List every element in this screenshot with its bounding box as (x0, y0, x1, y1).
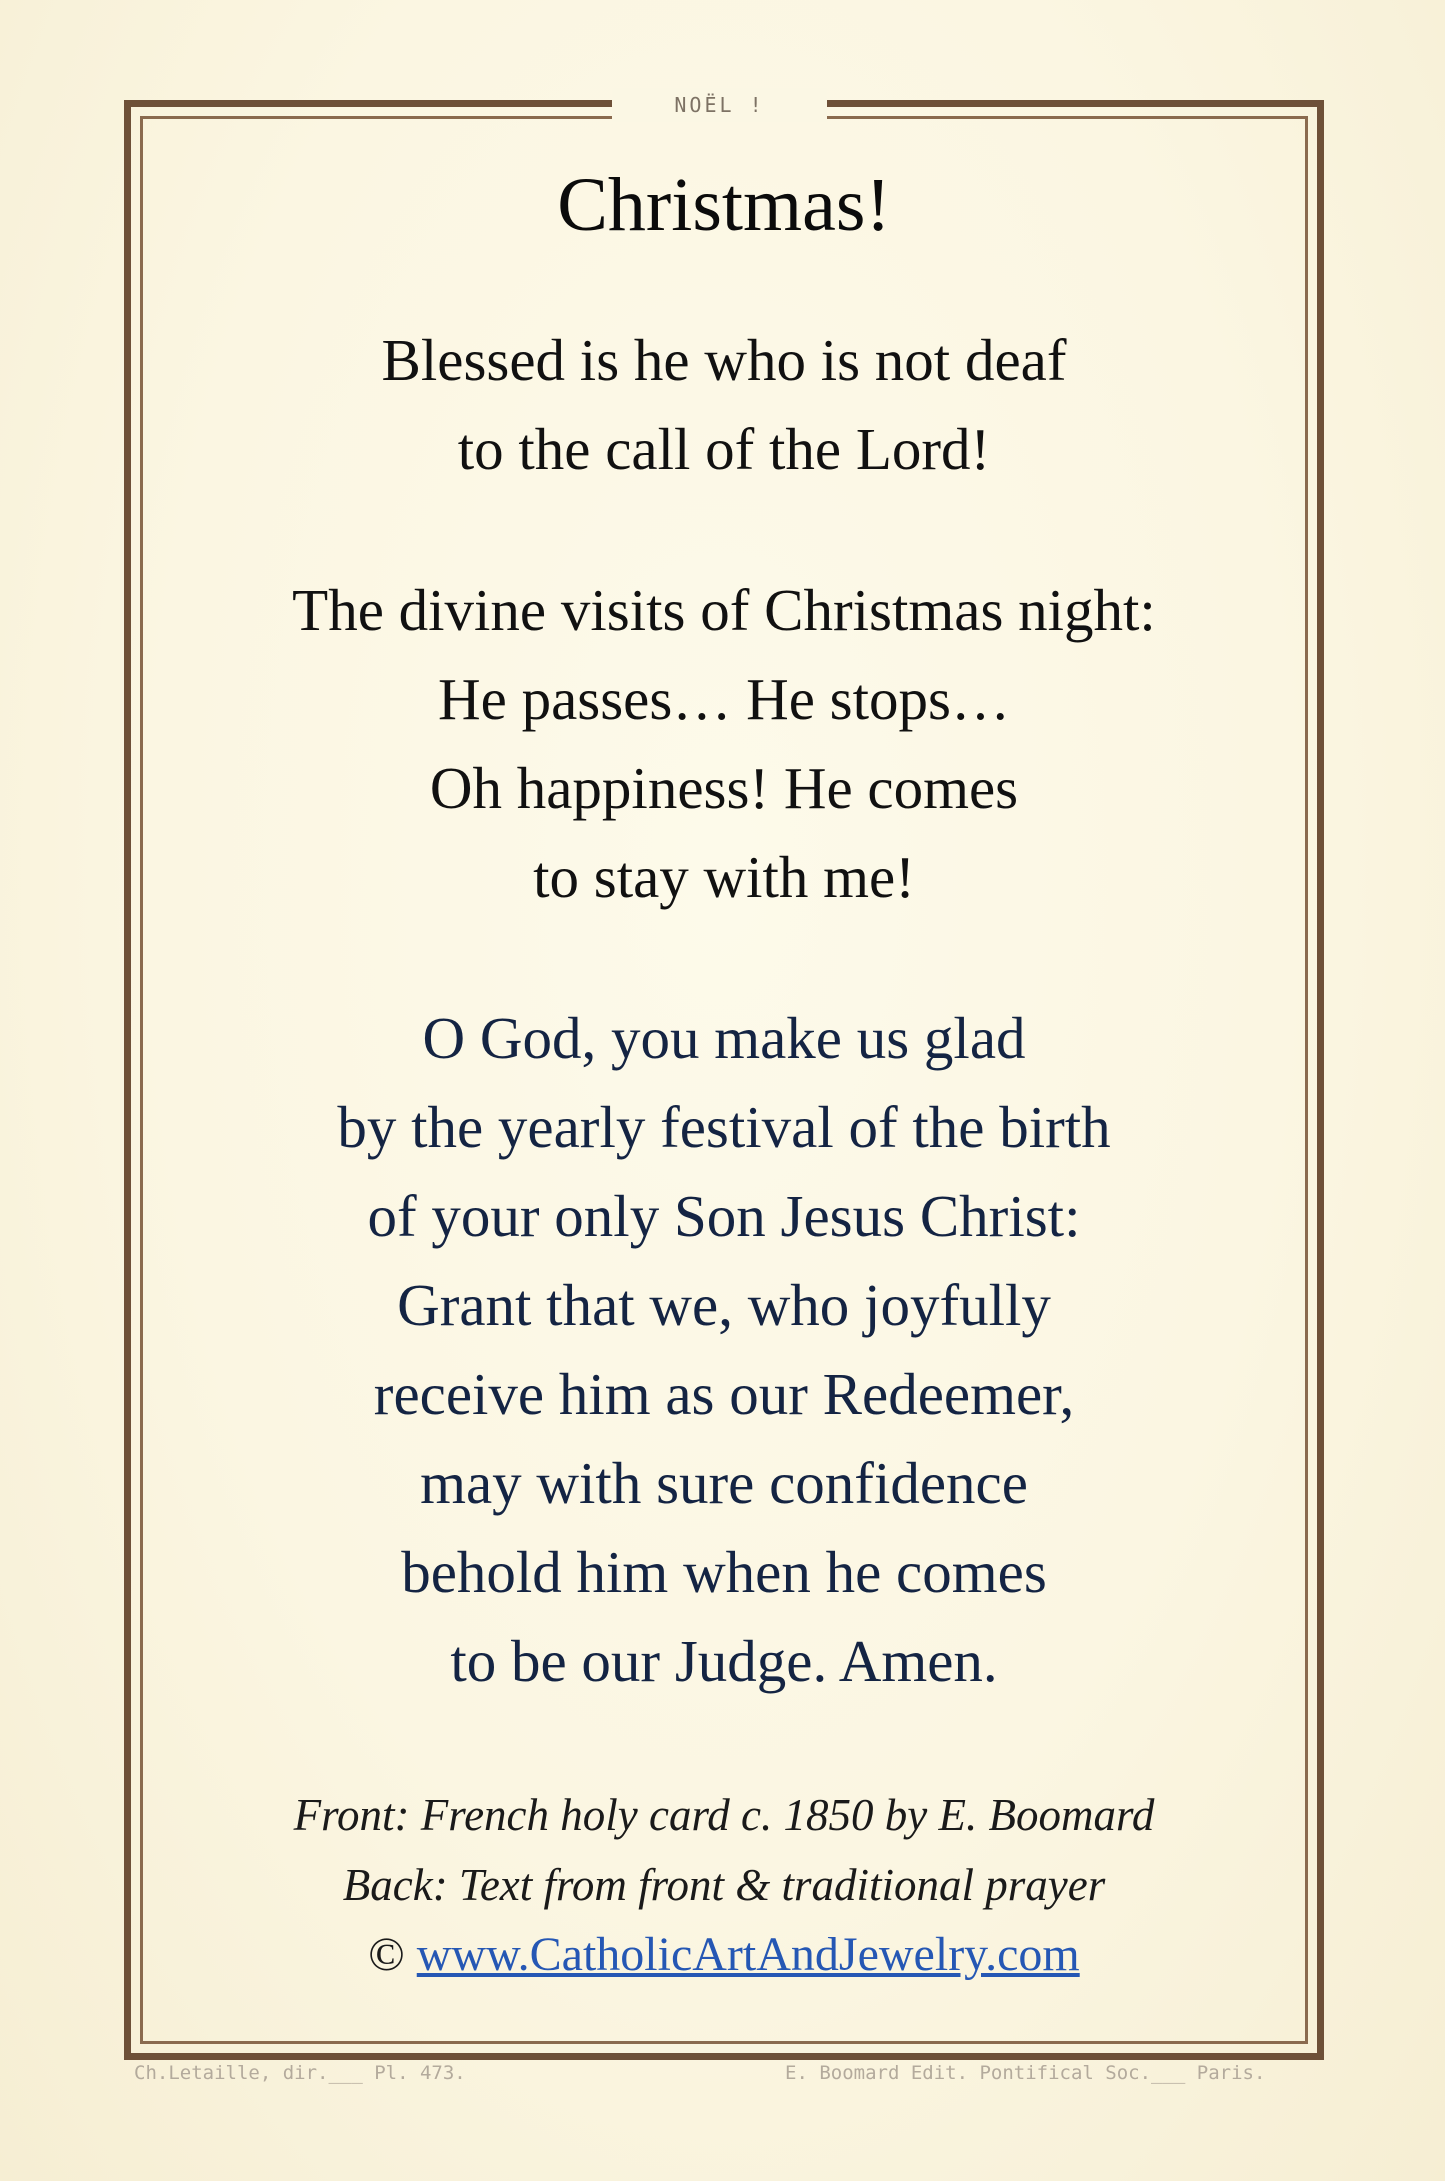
copyright-line (150, 1920, 1298, 1990)
stanza-line: to be our Judge. Amen. (450, 1628, 998, 1694)
stanza-line: of your only Son Jesus Christ: (367, 1183, 1081, 1249)
credit-front: Front: French holy card c. 1850 by E. Boomard (293, 1790, 1155, 1840)
stanza-line: by the yearly festival of the birth (337, 1094, 1111, 1160)
stanza-line: may with sure confidence (420, 1450, 1028, 1516)
stanza-line: behold him when he comes (401, 1539, 1047, 1605)
card-title: Christmas! (557, 163, 891, 247)
stanza-line: Oh happiness! He comes (429, 755, 1019, 821)
stanza-line: O God, you make us glad (422, 1005, 1026, 1071)
stanza-line: The divine visits of Christmas night: (292, 577, 1156, 643)
credits-block (150, 1780, 1298, 1990)
stanza-prayer (150, 994, 1298, 1706)
publisher-imprint: E. Boomard Edit. Pontifical Soc.___ Paris. (785, 2062, 1266, 2084)
stanza-line: receive him as our Redeemer, (373, 1361, 1075, 1427)
stanza-line: to stay with me! (533, 844, 915, 910)
stanza-line: Grant that we, who joyfully (397, 1272, 1051, 1338)
credit-back: Back: Text from front & traditional prayer (342, 1860, 1106, 1910)
stanza-line: He passes… He stops… (438, 666, 1010, 732)
website-link[interactable]: www.CatholicArtAndJewelry.com (416, 1928, 1080, 1981)
copyright-symbol: © (368, 1928, 405, 1981)
top-label-text: NOËL ! (674, 93, 765, 117)
stanza-line: to the call of the Lord! (457, 416, 991, 482)
engraver-imprint: Ch.Letaille, dir.___ Pl. 473. (134, 2062, 466, 2084)
frame-top-label (612, 88, 827, 122)
card-content (150, 140, 1298, 1990)
stanza-blessed (150, 316, 1298, 494)
stanza-line: Blessed is he who is not deaf (381, 327, 1067, 393)
stanza-divine-visits (150, 566, 1298, 922)
